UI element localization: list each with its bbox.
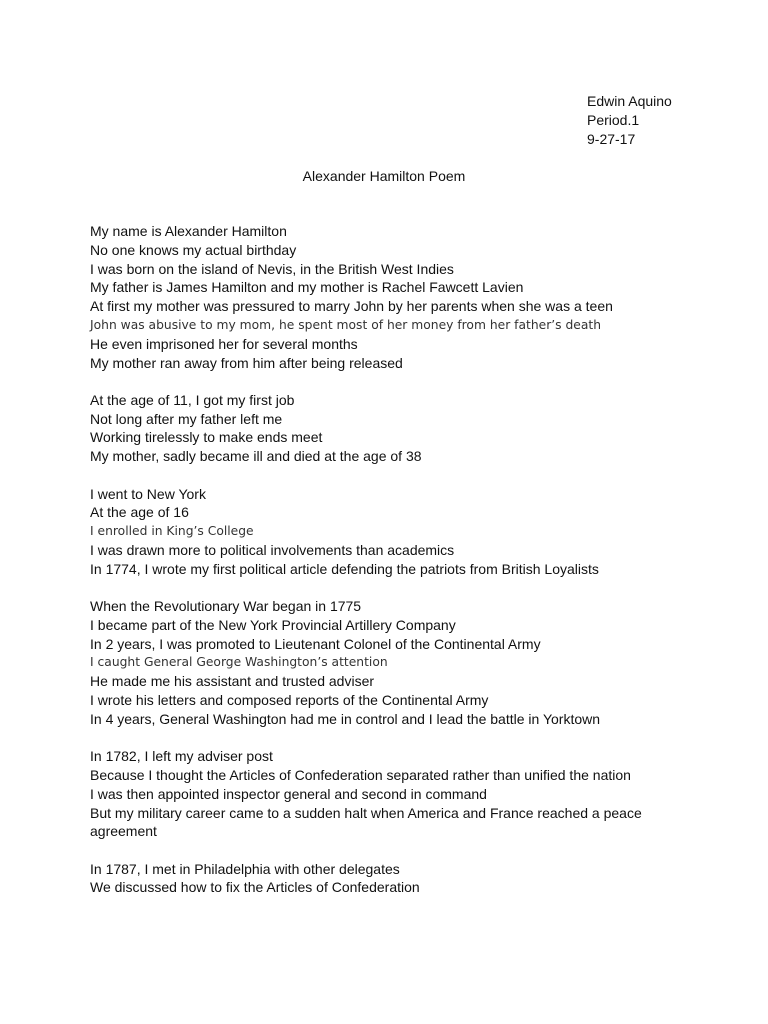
poem-line: My mother, sadly became ill and died at the age of 38 (90, 448, 422, 465)
poem-line: I was born on the island of Nevis, in the British West Indies (90, 260, 454, 277)
stanza-6 (90, 860, 690, 898)
poem-line: When the Revolutionary War began in 1775 (90, 598, 362, 615)
poem-line: Not long after my father left me (90, 410, 283, 427)
poem-body (90, 222, 690, 916)
poem-line: My mother ran away from him after being released (90, 354, 403, 371)
poem-line: In 1782, I left my adviser post (90, 748, 273, 765)
poem-title: Alexander Hamilton Poem (302, 168, 466, 184)
poem-line: I wrote his letters and composed reports of the Continental Army (90, 692, 489, 709)
poem-line: I caught General George Washington’s attention (90, 655, 388, 670)
poem-line: My father is James Hamilton and my mother is Rachel Fawcett Lavien (90, 279, 524, 296)
poem-line: Because I thought the Articles of Confederation separated rather than unified the nation (90, 766, 631, 783)
stanza-3 (90, 485, 690, 579)
poem-line: In 1787, I met in Philadelphia with other delegates (90, 860, 400, 877)
poem-line: At the age of 16 (90, 504, 189, 521)
poem-line: I became part of the New York Provincial Artillery Company (90, 616, 456, 633)
class-period: Period.1 (587, 112, 640, 128)
poem-line: Working tirelessly to make ends meet (90, 429, 323, 446)
author-header (587, 92, 672, 149)
stanza-5 (90, 747, 690, 841)
poem-line: I was then appointed inspector general and second in command (90, 785, 487, 802)
poem-line: At first my mother was pressured to marry John by her parents when she was a teen (90, 298, 613, 315)
poem-line: In 4 years, General Washington had me in control and I lead the battle in Yorktown (90, 710, 601, 727)
stanza-2 (90, 391, 690, 466)
poem-line: But my military career came to a sudden halt when America and France reached a peace agreement (90, 804, 642, 840)
poem-line: No one knows my actual birthday (90, 241, 297, 258)
poem-line: He even imprisoned her for several months (90, 335, 358, 352)
poem-line: At the age of 11, I got my first job (90, 391, 295, 408)
stanza-4 (90, 597, 690, 729)
poem-line: In 1774, I wrote my first political article defending the patriots from British Loyalists (90, 560, 599, 577)
poem-line: We discussed how to fix the Articles of Confederation (90, 879, 420, 896)
stanza-1 (90, 222, 690, 372)
poem-line: I went to New York (90, 485, 206, 502)
poem-line: In 2 years, I was promoted to Lieutenant Colonel of the Continental Army (90, 635, 541, 652)
poem-line: He made me his assistant and trusted adviser (90, 673, 375, 690)
author-name: Edwin Aquino (587, 93, 672, 109)
poem-line: My name is Alexander Hamilton (90, 223, 287, 239)
poem-line: John was abusive to my mom, he spent most of her money from her father’s death (90, 317, 602, 332)
poem-line: I was drawn more to political involvements than academics (90, 541, 455, 558)
document-date: 9-27-17 (587, 131, 636, 147)
poem-line: I enrolled in King’s College (90, 524, 254, 539)
